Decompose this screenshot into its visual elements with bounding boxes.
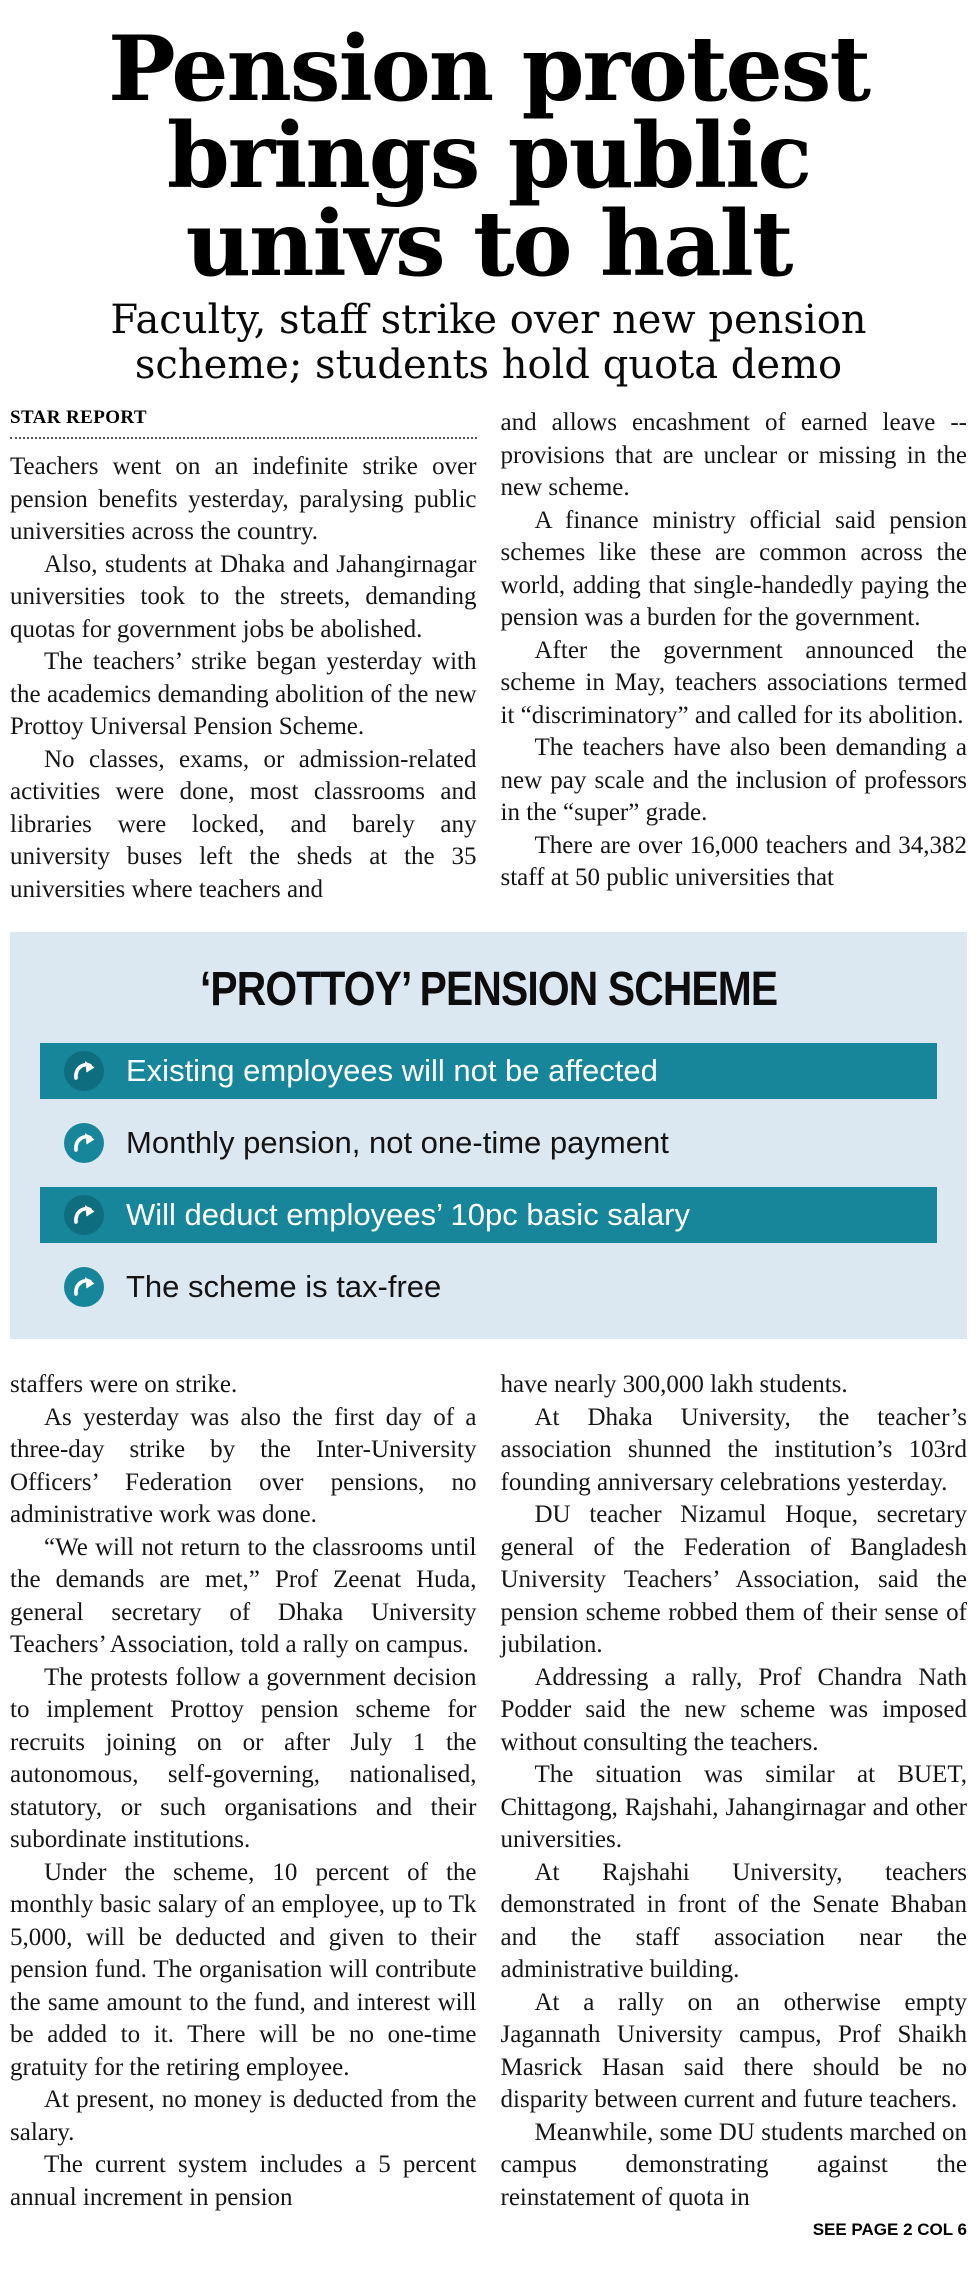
- article-paragraph: “We will not return to the classrooms until the demands are met,” Prof Zeenat Huda, general secretary of Dhaka University Teachers’ Association, told a rally on campus.: [10, 1533, 477, 1659]
- section-2-left-paragraphs: [10, 1369, 477, 2214]
- article-paragraph: At present, no money is deducted from the salary.: [10, 2086, 477, 2146]
- section-1: [10, 407, 967, 906]
- infographic-item: [40, 1187, 937, 1243]
- byline-block: [10, 407, 477, 439]
- section-1-left-paragraphs: [10, 451, 477, 906]
- article-paragraph: There are over 16,000 teachers and 34,382 staff at 50 public universities that: [500, 831, 967, 892]
- article-paragraph: The protests follow a government decision to implement Prottoy pension scheme for recruits joining on or after July 1 the autonomous, self-governing, nationalised, statutory, or such organisations and their subordinate institutions.: [10, 1663, 477, 1854]
- infographic-item-label: The scheme is tax-free: [126, 1269, 442, 1305]
- subheadline-line: scheme; students hold quota demo: [134, 341, 843, 388]
- article-paragraph: Addressing a rally, Prof Chandra Nath Podder said the new scheme was imposed without consulting the teachers.: [500, 1663, 967, 1756]
- article-paragraph: The situation was similar at BUET, Chittagong, Rajshahi, Jahangirnagar and other universities.: [500, 1761, 967, 1854]
- infographic-item-label: Will deduct employees’ 10pc basic salary: [126, 1197, 690, 1233]
- infographic-item: [40, 1259, 937, 1315]
- article-paragraph: and allows encashment of earned leave -- provisions that are unclear or missing in the new scheme.: [500, 409, 967, 502]
- section-2-column-right: [501, 1369, 968, 2240]
- section-2-right-paragraphs: [501, 1369, 968, 2214]
- article-paragraph: The teachers’ strike began yesterday with the academics demanding abolition of the new Prottoy Universal Pension Scheme.: [10, 648, 477, 741]
- article-paragraph: At a rally on an otherwise empty Jagannath University campus, Prof Shaikh Masrick Hasan said there should be no disparity between current and future teachers.: [500, 1988, 967, 2114]
- article-paragraph: Teachers went on an indefinite strike over pension benefits yesterday, paralysing public universities across the country.: [10, 453, 477, 546]
- headline: [10, 16, 967, 297]
- subheadline-line: Faculty, staff strike over new pension: [110, 296, 867, 343]
- byline-dotted-rule: [10, 436, 477, 439]
- rotate-arrow-icon: [64, 1051, 104, 1091]
- section-2-column-left: [10, 1369, 477, 2240]
- section-1-right-paragraphs: [501, 407, 968, 895]
- rotate-arrow-icon: [64, 1123, 104, 1163]
- infographic-item: [40, 1115, 937, 1171]
- continuation-note: SEE PAGE 2 COL 6: [812, 2220, 967, 2240]
- article-paragraph: No classes, exams, or admission-related activities were done, most classrooms and libraries were locked, and barely any university buses left the sheds at the 35 universities where teachers and: [10, 745, 477, 903]
- infographic-items: [40, 1043, 937, 1315]
- article-paragraph: The teachers have also been demanding a new pay scale and the inclusion of professors in the “super” grade.: [500, 734, 967, 827]
- article-paragraph: Under the scheme, 10 percent of the monthly basic salary of an employee, up to Tk 5,000, will be deducted and given to their pension fund. The organisation will contribute the same amount to the fund, and interest will be added to it. There will be no one-time gratuity for the retiring employee.: [10, 1858, 477, 2081]
- article-paragraph: As yesterday was also the first day of a three-day strike by the Inter-University Officers’ Federation over pensions, no administrative work was done.: [10, 1403, 477, 1529]
- section-1-column-right: [501, 407, 968, 906]
- infographic-item: [40, 1043, 937, 1099]
- article-paragraph: After the government announced the scheme in May, teachers associations termed it “discriminatory” and called for its abolition.: [500, 636, 967, 729]
- ribbon-icon: [907, 1213, 947, 1257]
- rotate-arrow-icon: [64, 1267, 104, 1307]
- infographic-title: [40, 962, 937, 1017]
- subheadline: [10, 298, 967, 388]
- headline-line: Pension protest: [107, 16, 870, 122]
- infographic-item-label: Monthly pension, not one-time payment: [126, 1125, 669, 1161]
- byline: STAR REPORT: [10, 407, 147, 429]
- rotate-arrow-icon: [64, 1195, 104, 1235]
- article-paragraph: At Dhaka University, the teacher’s association shunned the institution’s 103rd founding anniversary celebrations yesterday.: [500, 1403, 967, 1496]
- article-paragraph: staffers were on strike.: [10, 1371, 238, 1399]
- article-paragraph: DU teacher Nizamul Hoque, secretary general of the Federation of Bangladesh University Teachers’ Association, said the pension scheme robbed them of their sense of jubilation.: [500, 1501, 967, 1659]
- infographic-title-text: ‘PROTTOY’ PENSION SCHEME: [199, 963, 778, 1017]
- infographic-box: [10, 932, 967, 1339]
- section-2: [10, 1369, 967, 2240]
- infographic-item-label: Existing employees will not be affected: [126, 1053, 658, 1089]
- ribbon-icon: [907, 1069, 947, 1113]
- section-1-column-left: [10, 407, 477, 906]
- headline-line: brings public: [166, 103, 811, 210]
- article-paragraph: have nearly 300,000 lakh students.: [500, 1371, 848, 1399]
- article-paragraph: The current system includes a 5 percent annual increment in pension: [10, 2151, 477, 2211]
- article-paragraph: At Rajshahi University, teachers demonstrated in front of the Senate Bhaban and the staff association near the administrative building.: [500, 1858, 967, 1984]
- article-paragraph: Meanwhile, some DU students marched on campus demonstrating against the reinstatement of quota in: [500, 2118, 967, 2211]
- article-paragraph: A finance ministry official said pension schemes like these are common across the world, adding that single-handedly paying the pension was a burden for the government.: [500, 506, 967, 632]
- article-paragraph: Also, students at Dhaka and Jahangirnagar universities took to the streets, demanding quotas for government jobs be abolished.: [10, 550, 477, 643]
- headline-line: univs to halt: [185, 190, 792, 297]
